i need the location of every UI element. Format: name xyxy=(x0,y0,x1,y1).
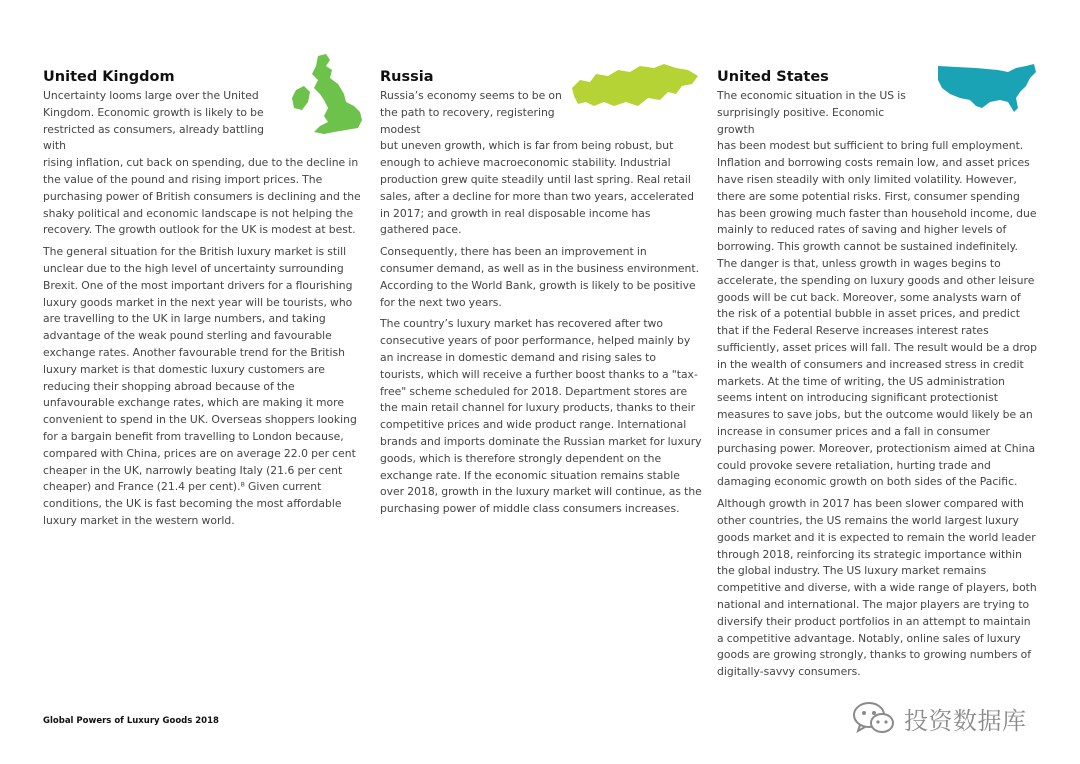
paragraph-us-intro-cont: has been modest but sufficient to bring full employment. Inflation and borrowing costs remain low, and asset prices have risen steadily with only limited volatility. However, there are some potential risks. First, consumer spending has been growing much faster than household income, due mainly to reduced rates of saving and higher levels of borrowing. This growth cannot be sustained indefinitely. The danger is that, unless growth in wages begins to accelerate, the spending on luxury goods and other leisure goods will be cut back. Moreover, some analysts warn of the risk of a potential bubble in asset prices, and predict that if the Federal Reserve increases interest rates sufficiently, asset prices will fall. The result would be a drop in the wealth of consumers and increased stress in credit markets. At the time of writing, the US administration seems intent on introducing significant protectionist measures to save jobs, but the outcome would likely be an increase in consumer prices and a fall in consumer purchasing power. Moreover, protectionism aimed at China could provoke severe retaliation, hurting trade and damaging economic growth on both sides of the Pacific. xyxy=(717,139,1038,489)
paragraph-russia-intro: Russia’s economy seems to be on the path to recovery, registering modest xyxy=(380,89,562,136)
paragraph-uk-intro-cont: rising inflation, cut back on spending, due to the decline in the value of the pound and rising import prices. The purchasing power of British consumers is declining and the shaky political and economic landscape is not helping the recovery. The growth outlook for the UK is modest at best. xyxy=(43,156,361,237)
watermark-text: 投资数据库 xyxy=(904,706,1027,735)
footer-publication-title: Global Powers of Luxury Goods 2018 xyxy=(43,716,219,726)
column-united-kingdom xyxy=(43,66,365,535)
paragraph-us-market: Although growth in 2017 has been slower compared with other countries, the US remains the world largest luxury goods market and it is expected to remain the world leader through 2018, reinforcing its strategic importance within the global industry. The US luxury market remains competitive and diverse, with a wide range of players, both national and international. The major players are trying to diversify their product portfolios in an attempt to maintain a competitive advantage. Notably, online sales of luxury goods are growing strongly, thanks to growing numbers of digitally-savvy consumers. xyxy=(717,497,1037,679)
watermark xyxy=(852,700,1027,736)
paragraph-us-intro: The economic situation in the US is surprisingly positive. Economic growth xyxy=(717,89,906,136)
column-united-states xyxy=(717,66,1039,686)
section-title-us: United States xyxy=(717,69,829,85)
paragraph-russia-market: The country’s luxury market has recovered after two consecutive years of poor performance, helped mainly by an increase in domestic demand and rising sales to tourists, which will receive a further boost thanks to a "tax-free" scheme scheduled for 2018. Department stores are the main retail channel for luxury products, thanks to their competitive prices and wide product range. International brands and imports dominate the Russian market for luxury goods, which is therefore strongly dependent on the exchange rate. If the economic situation remains stable over 2018, growth in the luxury market will continue, as the purchasing power of middle class consumers increases. xyxy=(380,317,702,516)
column-russia xyxy=(380,66,702,523)
paragraph-uk-intro: Uncertainty looms large over the United Kingdom. Economic growth is likely to be restricted as consumers, already battling with xyxy=(43,89,265,153)
wechat-icon xyxy=(852,700,896,736)
section-title-russia: Russia xyxy=(380,69,434,85)
section-title-uk: United Kingdom xyxy=(43,69,175,85)
paragraph-russia-demand: Consequently, there has been an improvement in consumer demand, as well as in the business environment. According to the World Bank, growth is likely to be positive for the next two years. xyxy=(380,245,700,309)
paragraph-uk-market: The general situation for the British luxury market is still unclear due to the high level of uncertainty surrounding Brexit. One of the most important drivers for a flourishing luxury goods market in the next year will be tourists, who are travelling to the UK in large numbers, and taking advantage of the weak pound sterling and favourable exchange rates. Another favourable trend for the British luxury market is that domestic luxury customers are reducing their shopping abroad because of the unfavourable exchange rates, which are making it more convenient to spend in the UK. Overseas shoppers looking for a bargain benefit from travelling to London because, compared with China, prices are on average 22.0 per cent cheaper in the UK, narrowly beating Italy (21.6 per cent cheaper) and France (21.4 per cent).⁸ Given current conditions, the UK is fast becoming the most affordable luxury market in the western world. xyxy=(43,245,357,527)
paragraph-russia-intro-cont: but uneven growth, which is far from being robust, but enough to achieve macroeconomic stability. Industrial production grew quite steadily until last spring. Real retail sales, after a decline for more than two years, accelerated in 2017; and growth in real disposable income has gathered pace. xyxy=(380,139,694,237)
